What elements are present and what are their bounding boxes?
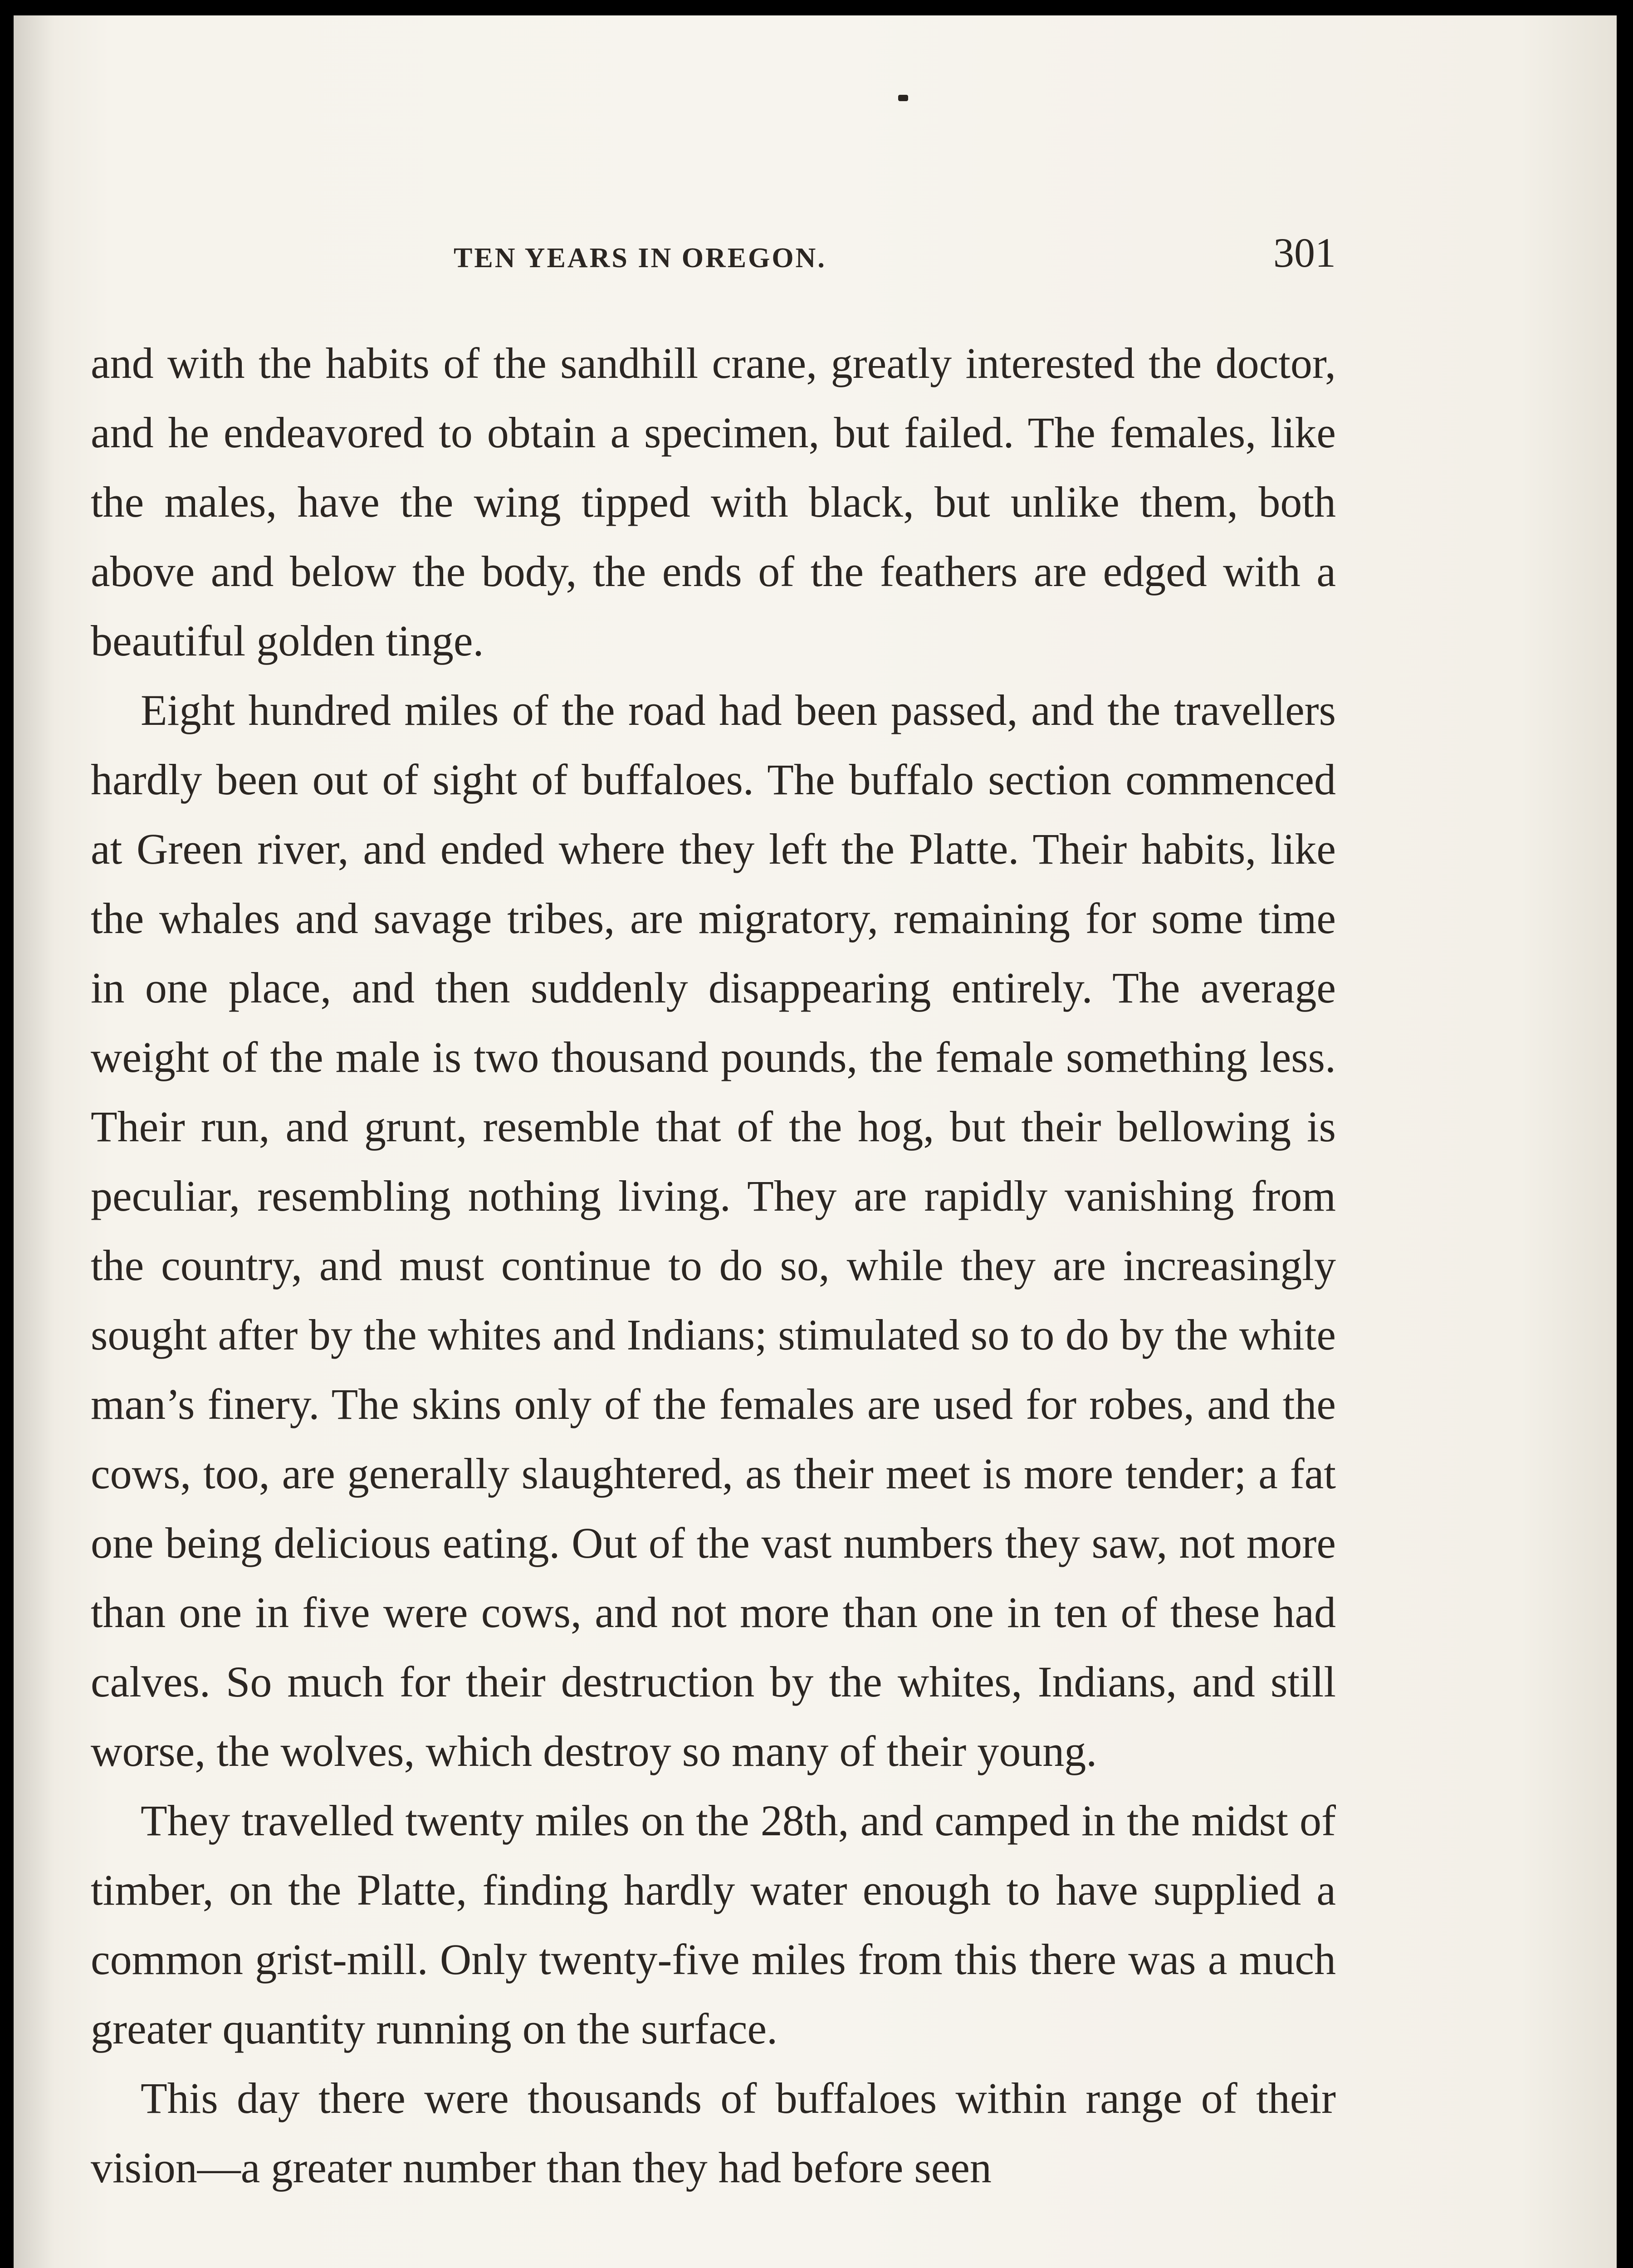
paragraph-1: and with the habits of the sandhill crane, greatly interested the doctor, and he endeavored to obtain a specimen, but failed. The females, like the males, have the wing tipped with black, but unlike them, both above and below the body, the ends of the feathers are edged with a beautiful golden tinge. <box>91 339 1336 665</box>
body-text <box>91 328 1336 2202</box>
gutter-shadow <box>14 15 54 2268</box>
running-title: TEN YEARS IN OREGON. <box>454 243 826 274</box>
page-number: 301 <box>1273 230 1336 276</box>
paragraph-4: This day there were thousands of buffaloes within range of their vision—a greater number than they had before seen <box>91 2074 1336 2192</box>
page-header <box>91 229 1336 292</box>
paragraph-2: Eight hundred miles of the road had been passed, and the travellers hardly been out of sight of buffaloes. The buffalo section commenced at Green river, and ended where they left the Platte. Their habits, like the whales and savage tribes, are migratory, remaining for some time in one place, and then suddenly disappearing entirely. The average weight of the male is two thousand pounds, the female something less. Their run, and grunt, resemble that of the hog, but their bellowing is peculiar, resembling nothing living. They are rapidly vanishing from the country, and must continue to do so, while they are increasingly sought after by the whites and Indians; stimulated so to do by the white man’s finery. The skins only of the females are used for robes, and the cows, too, are generally slaughtered, as their meet is more tender; a fat one being delicious eating. Out of the vast numbers they saw, not more than one in five were cows, and not more than one in ten of these had calves. So much for their destruction by the whites, Indians, and still worse, the wolves, which destroy so many of their young. <box>91 686 1336 1775</box>
book-page <box>14 15 1617 2268</box>
paragraph-3: They travelled twenty miles on the 28th, and camped in the midst of timber, on the Platte, finding hardly water enough to have supplied a common grist-mill. Only twenty-five miles from this there was a much greater quantity running on the surface. <box>91 1796 1336 2053</box>
ink-smudge <box>898 95 908 101</box>
